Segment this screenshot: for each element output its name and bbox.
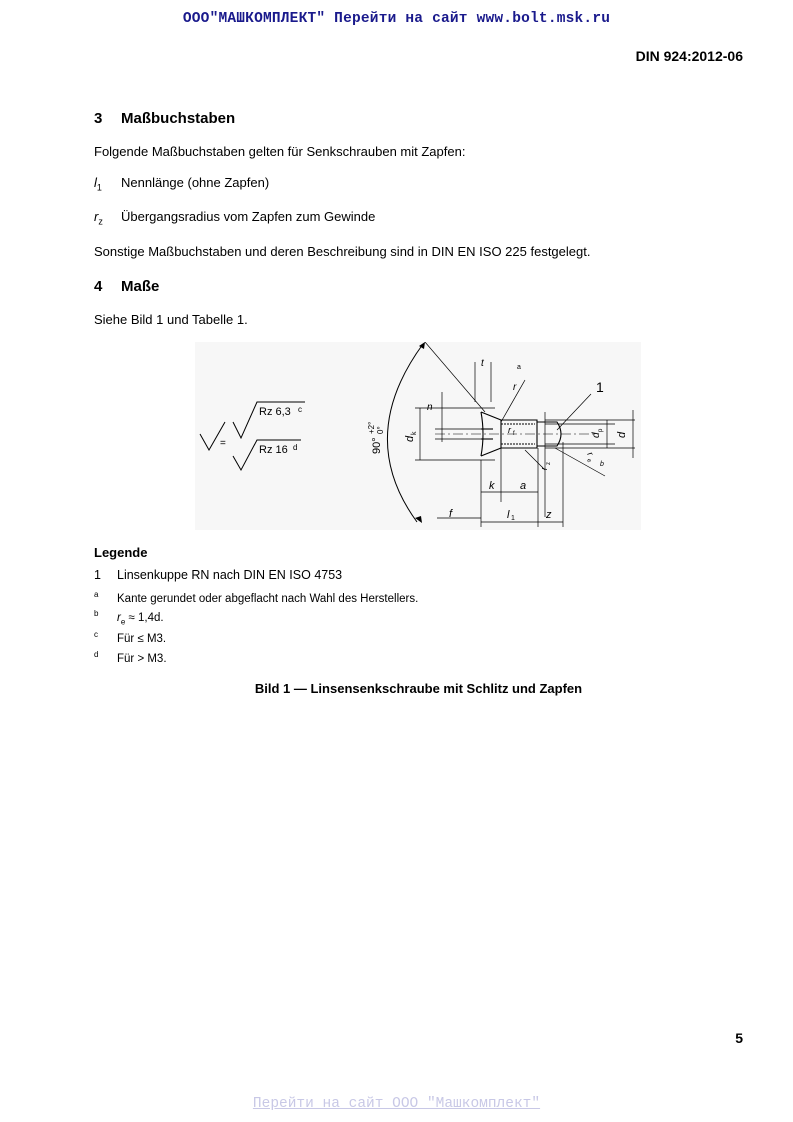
label-n: n <box>427 402 433 413</box>
footer-link[interactable]: Перейти на сайт ООО "Машкомплект" <box>252 1096 541 1112</box>
label-rf: r <box>508 425 511 435</box>
angle-tol-lower: 0° <box>376 426 385 434</box>
legend-item: 1 Linsenkuppe RN nach DIN EN ISO 4753 <box>94 568 343 582</box>
section-number: 3 <box>94 110 103 127</box>
figure-caption: Bild 1 — Linsensenkschraube mit Schlitz und Zapfen <box>254 681 583 696</box>
label-dp: d <box>591 432 602 438</box>
label-b-note: b <box>600 461 604 468</box>
angle-tol-upper: +2° <box>367 421 376 434</box>
label-rz-sub: z <box>546 462 552 465</box>
legend-title: Legende <box>94 545 148 560</box>
label-l1: l <box>507 509 510 521</box>
label-f: f <box>449 508 453 520</box>
definition-text: Nennlänge (ohne Zapfen) <box>121 175 270 190</box>
roughness-upper-note: c <box>298 405 302 414</box>
section-number: 4 <box>94 278 103 295</box>
roughness-equals: = <box>220 438 226 449</box>
label-z: z <box>546 509 552 521</box>
label-t: t <box>481 358 484 369</box>
section-title: Maße <box>121 278 160 295</box>
legend-item: d Für > M3. <box>94 650 167 665</box>
section-3-heading <box>94 110 235 127</box>
legend-item: a Kante gerundet oder abgeflacht nach Wahl des Herstellers. <box>94 590 419 605</box>
roughness-lower: Rz 16 <box>259 444 288 456</box>
roughness-lower-note: d <box>293 443 298 452</box>
definition-text: Übergangsradius vom Zapfen zum Gewinde <box>121 209 376 224</box>
label-re: r <box>585 450 596 458</box>
angle-value: 90° <box>371 437 383 454</box>
site-link[interactable]: ООО"МАШКОМПЛЕКТ" Перейти на сайт www.bolt.msk.ru <box>182 11 611 27</box>
top-banner[interactable] <box>0 11 793 27</box>
definition-l1 <box>94 175 269 193</box>
label-dp-sub: p <box>598 428 604 432</box>
label-d: d <box>616 431 628 438</box>
label-dk-sub: k <box>411 431 418 435</box>
label-a-note: a <box>517 364 521 371</box>
label-rf-sub: f <box>513 431 515 437</box>
section-title: Maßbuchstaben <box>121 110 236 127</box>
page-number: 5 <box>735 1030 743 1046</box>
section-3-intro: Folgende Maßbuchstaben gelten für Senkschrauben mit Zapfen: <box>94 144 466 159</box>
screw-drawing <box>195 342 641 530</box>
label-k: k <box>489 480 495 492</box>
label-l1-sub: 1 <box>511 515 515 522</box>
section-4-heading <box>94 278 159 295</box>
legend-item: c Für ≤ M3. <box>94 630 167 645</box>
legend-item: b $r_e \approx 1,4d$. <box>94 609 164 627</box>
label-dk: d <box>404 435 416 442</box>
definition-rz <box>94 209 375 227</box>
roughness-upper: Rz 6,3 <box>259 406 291 418</box>
section-3-note: Sonstige Maßbuchstaben und deren Beschreibung sind in DIN EN ISO 225 festgelegt. <box>94 244 591 259</box>
label-r: r <box>513 382 517 393</box>
label-rz: r <box>539 467 549 470</box>
label-1: 1 <box>596 379 604 395</box>
definition-symbol: $l_1$ <box>94 175 102 193</box>
document-id: DIN 924:2012-06 <box>635 48 743 64</box>
section-4-text: Siehe Bild 1 und Tabelle 1. <box>94 312 248 327</box>
label-a: a <box>520 480 527 492</box>
definition-symbol: $r_z$ <box>94 209 103 227</box>
label-re-sub: e <box>585 457 593 464</box>
